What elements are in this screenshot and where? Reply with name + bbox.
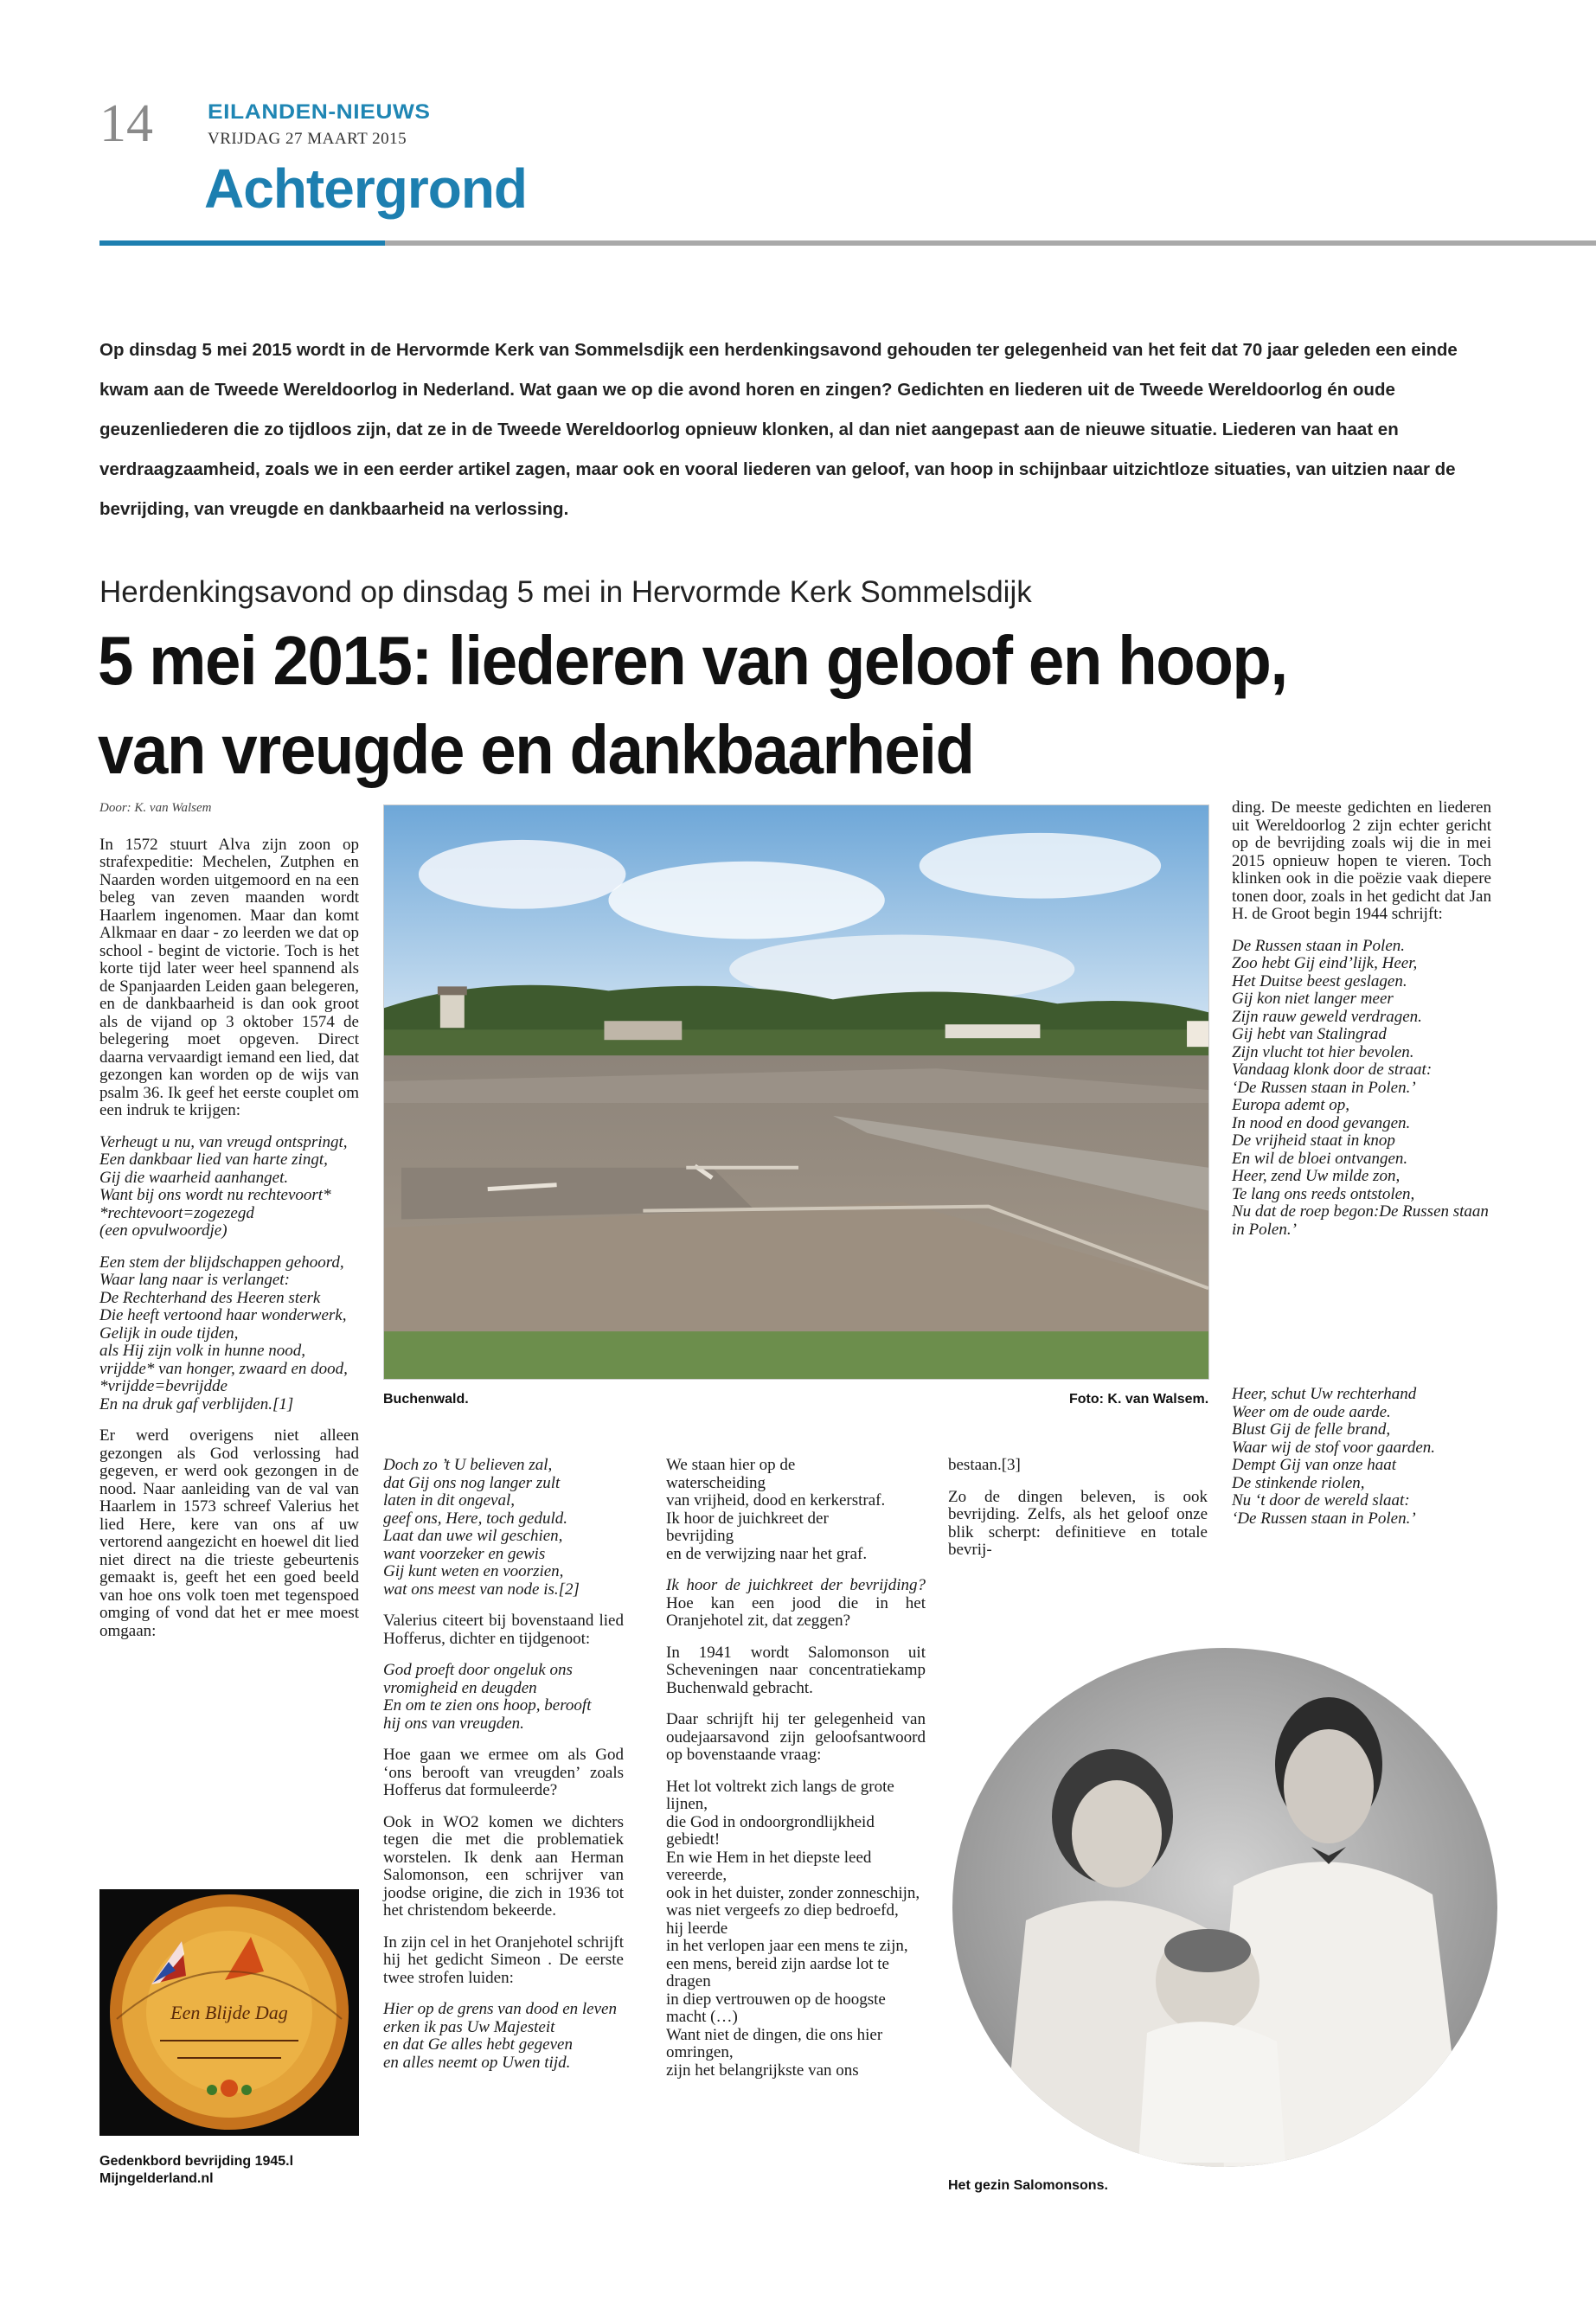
column-4 [948,1457,1208,1574]
poem-stanza: Het lot voltrekt zich langs de grote lijnen, die God in ondoorgrondlijkheid gebiedt! En wie Hem in het diepste leed vereerde, ook in het duister, zonder zonneschijn, was niet vergeefs zo diep bedroefd, hij leerde in het verlopen jaar een mens te zijn, een mens, bereid zijn aardse lot te dragen in diep vertrouwen op de hoogste macht (…) Want niet de dingen, die ons hier omringen, zijn het belangrijkste van ons [666,1777,920,2080]
byline: Door: K. van Walsem [99,801,212,815]
poem-stanza: Heer, schut Uw rechterhand Weer om de oude aarde. Blust Gij de felle brand, Waar wij de stof voor gaarden. Dempt Gij van onze haat De stinkende riolen, Nu ‘t door de wereld slaat: ‘De Russen staan in Polen.’ [1232,1385,1436,1528]
article-intro: Op dinsdag 5 mei 2015 wordt in de Hervormde Kerk van Sommelsdijk een herdenkingsavond gehouden ter gelegenheid van het feit dat 70 jaar geleden een einde kwam aan de Tweede Wereldoorlog in Nederland. Wat gaan we op die avond horen en zingen? Gedichten en liederen uit de Tweede Wereldoorlog én oude geuzenliederen die zo tijdloos zijn, dat ze in de Tweede Wereldoorlog opnieuw klonken, al dan niet aangepast aan de nieuwe situatie. Liederen van haat en verdraagzaamheid, zoals we in een eerder artikel zagen, maar ook en vooral liederen van geloof, van hoop in schijnbaar uitzichtloze situaties, van uitzien naar de bevrijding, van vreugde en dankbaarheid na verlossing. [99,340,1458,519]
paragraph: In 1941 wordt Salomonson uit Scheveningen naar concentratiekamp Buchenwald gebracht. [666,1643,926,1697]
paragraph: Ook in WO2 komen we dichters tegen die met die problematiek worstelen. Ik denk aan Herman Salomonson, een schrijver van joodse origine, die zich in 1936 tot het christendom bekeerde. [383,1812,624,1920]
issue-date: VRIJDAG 27 MAART 2015 [208,130,407,148]
section-rule-accent [99,240,385,246]
family-image [948,1644,1502,2171]
paragraph: ding. De meeste gedichten en liederen uit Wereldoorlog 2 zijn echter gericht op de bevrijding zoals wij die in mei 2015 opnieuw hopen te vieren. Toch klinken ook in die poëzie vaak diepere tonen door, zoals in het gedicht dat Jan H. de Groot begin 1944 schrijft: [1232,798,1491,923]
family-caption: Het gezin Salomonsons. [948,2178,1108,2193]
paragraph: In zijn cel in het Oranjehotel schrijft hij het gedicht Simeon . De eerste twee strofen luiden: [383,1932,624,1987]
headline-line-2: van vreugde en dankbaarheid [98,711,974,788]
poem-stanza: God proeft door ongeluk ons vromigheid en deugden En om te zien ons hoop, berooft hij ons van vreugden. [383,1661,592,1733]
paragraph: Valerius citeert bij bovenstaand lied Hofferus, dichter en tijdgenoot: [383,1612,624,1648]
article-headline [98,616,1395,794]
photo-credit: Foto: K. van Walsem. [1069,1392,1209,1407]
paragraph: bestaan.[3] [948,1456,1021,1474]
paragraph: Hoe gaan we ermee om als God ‘ons berooft van vreugden’ zoals Hofferus dat formuleerde? [383,1746,624,1799]
paragraph: Er werd overigens niet alleen gezongen als God verlossing had gegeven, er werd ook gezongen in de nood. Naar aanleiding van de val van Haarlem in 1573 schreef Valerius het lied Here, kere van ons af uw vertorend aangezicht en hoewel dit lied niet direct na die trieste gebeurtenis gemaakt is, geeft het een goed beeld van hoe ons volk toen met tegenspoed omging of vond dat het er mee moest omgaan: [99,1426,359,1640]
paragraph [666,1577,926,1631]
quoted-line: Ik hoor de juichkreet der bevrijding? [666,1576,926,1594]
buchenwald-image [384,805,1208,1379]
poem-stanza: Een stem der blijdschappen gehoord, Waar lang naar is verlanget: De Rechterhand des Heeren sterk Die heeft vertoond haar wonderwerk, Gelijk in oude tijden, als Hij zijn volk in hunne nood, vrijdde* van honger, zwaard en dood, *vrijdde=bevrijdde En na druk gaf verblijden.[1] [99,1253,348,1413]
column-right [1232,799,1491,1253]
section-title: Achtergrond [204,157,527,220]
plate-caption: Gedenkbord bevrijding 1945.l Mijngelderland.nl [99,2154,294,2186]
masthead-logo: EILANDEN-NIEUWS [208,100,431,124]
buchenwald-photo [383,804,1209,1380]
poem-stanza: We staan hier op de waterscheiding van vrijheid, dood en kerkerstraf. Ik hoor de juichkreet der bevrijding en de verwijzing naar het graf. [666,1456,886,1563]
paragraph: Daar schrijft hij ter gelegenheid van oudejaarsavond zijn geloofsantwoord op bovenstaande vraag: [666,1710,926,1764]
column-1 [99,799,359,1654]
family-photo [948,1644,1502,2171]
headline-line-1: 5 mei 2015: liederen van geloof en hoop, [98,622,1287,699]
plate-image [99,1889,359,2136]
column-right-continued [1232,1386,1491,1541]
poem-stanza: Hier op de grens van dood en leven erken ik pas Uw Majesteit en dat Ge alles hebt gegeven en alles neemt op Uwen tijd. [383,2000,617,2072]
article-kicker: Herdenkingsavond op dinsdag 5 mei in Hervormde Kerk Sommelsdijk [99,575,1032,609]
paragraph: Zo de dingen beleven, is ook bevrijding. Zelfs, als het geloof onze blik scherpt: definitieve en totale bevrij- [948,1487,1208,1559]
paragraph: In 1572 stuurt Alva zijn zoon op strafexpeditie: Mechelen, Zutphen en Naarden worden uitgemoord en na een beleg van zeven maanden wordt Haarlem ingenomen. Maar dan komt Alkmaar en daar - zo leerden we dat op school - begint de victorie. Toch is het korte tijd later weer heel spannend als de Spanjaarden Leiden gaan belegeren, en de dankbaarheid is dan ook groot als de vijand op 3 oktober 1574 de belegering moet opgeven. Direct daarna vervaardigt iemand een lied, dat gezongen kan worden op de wijs van psalm 36. Ik geef het eerste couplet om een indruk te krijgen: [99,835,359,1119]
commemorative-plate-photo [99,1889,359,2136]
column-3 [666,1457,926,2093]
poem-stanza: Verheugt u nu, van vreugd ontspringt, Een dankbaar lied van harte zingt, Gij die waarheid aanhanget. Want bij ons wordt nu rechtevoort* *rechtevoort=zogezegd (een opvulwoordje) [99,1132,348,1240]
page-number: 14 [99,94,153,153]
column-2 [383,1457,624,2086]
buchenwald-caption: Buchenwald. [383,1392,469,1407]
poem-stanza: De Russen staan in Polen. Zoo hebt Gij eind’lijk, Heer, Het Duitse beest geslagen. Gij kon niet langer meer Zijn rauw geweld verdragen. Gij hebt van Stalingrad Zijn vlucht tot hier bevolen. Vandaag klonk door de straat: ‘De Russen staan in Polen.’ Europa ademt op, In nood en dood gevangen. De vrijheid staat in knop En wil de bloei ontvangen. Heer, zend Uw milde zon, Te lang ons reeds ontstolen, Nu dat de roep begon:De Russen staan in Polen.’ [1232,936,1489,1239]
plate-inscription: Een Blijde Dag [170,2002,288,2023]
paragraph-text: Hoe kan een jood die in het Oranjehotel zit, dat zeggen? [666,1593,926,1630]
poem-stanza: Doch zo ’t U believen zal, dat Gij ons nog langer zult laten in dit ongeval, geef ons, Here, toch geduld. Laat dan uwe wil geschien, want voorzeker en gewis Gij kunt weten en voorzien, wat ons meest van node is.[2] [383,1456,580,1599]
